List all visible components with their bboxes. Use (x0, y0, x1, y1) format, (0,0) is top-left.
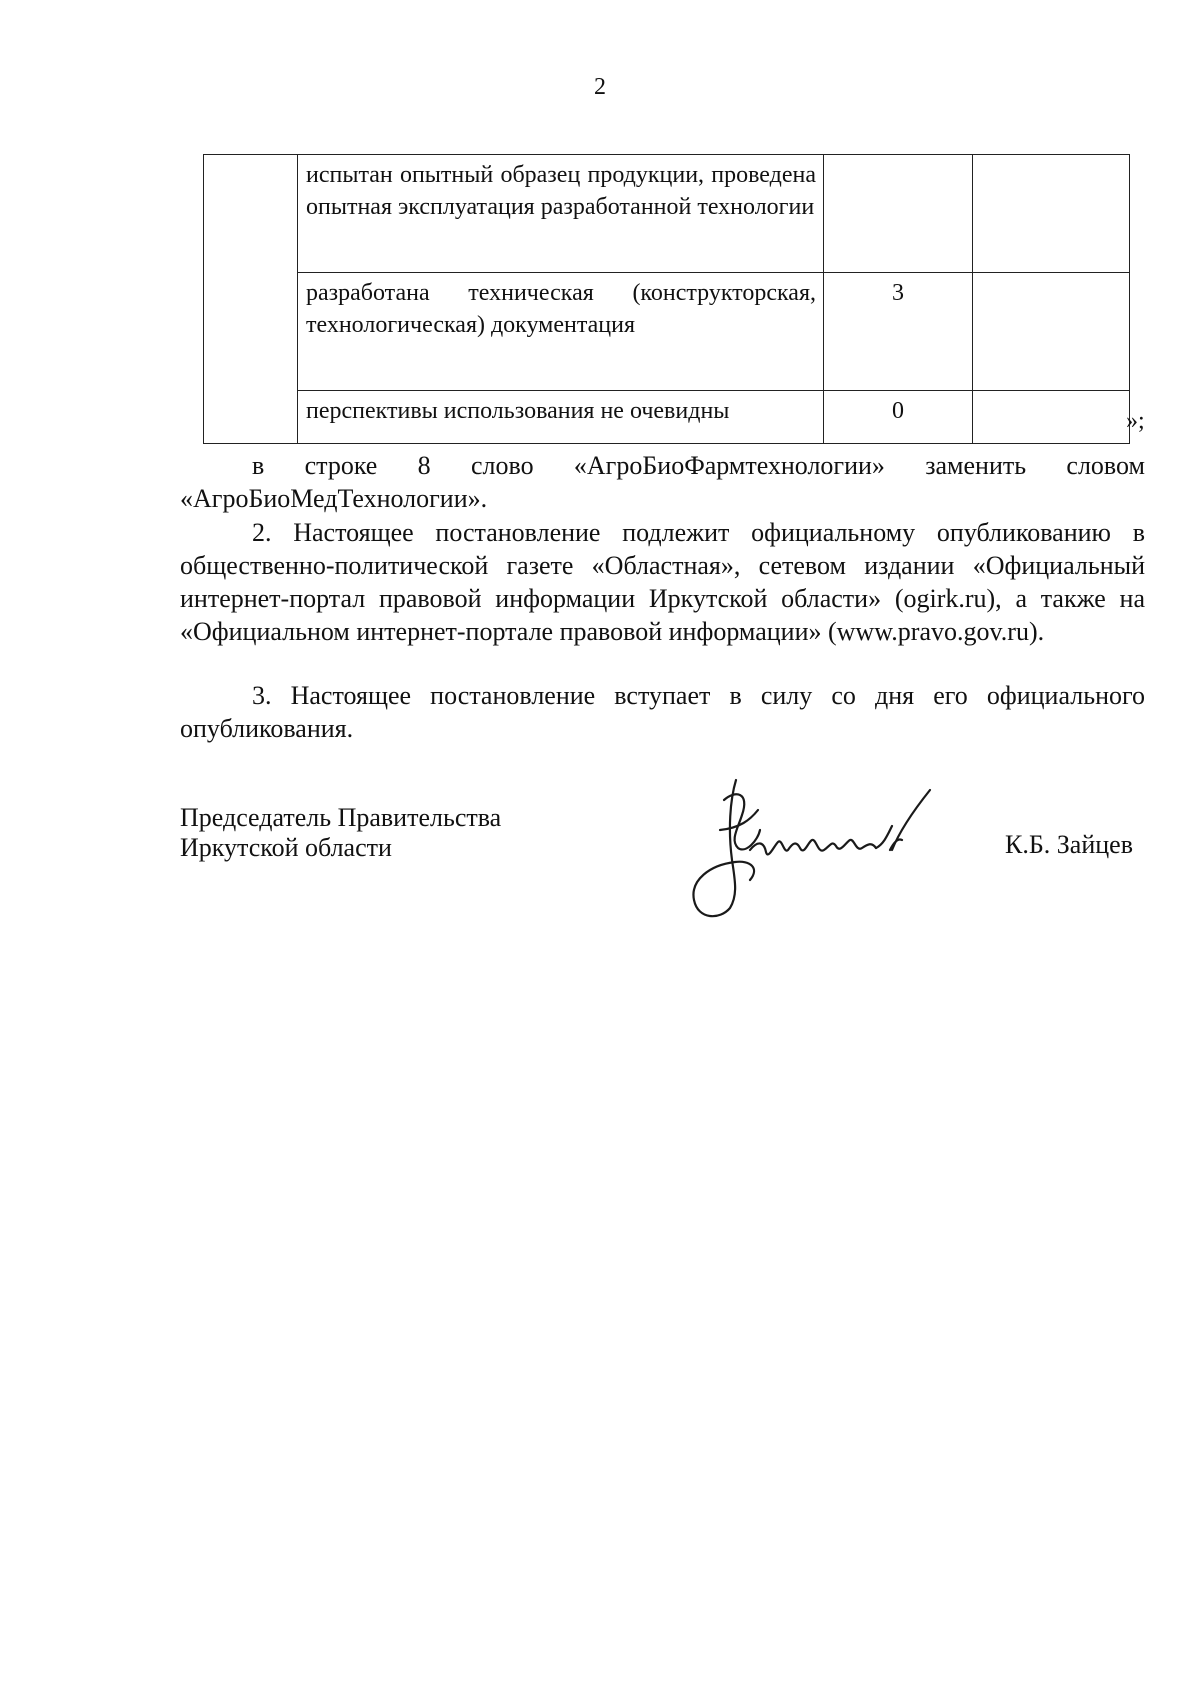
row-description: испытан опытный образец продукции, проведена опытная эксплуатация разработанной технологии (306, 162, 816, 220)
publication-text: 2. Настоящее постановление подлежит официальному опубликованию в общественно-политической газете «Областная», сетевом издании «Официальный интернет-портал правовой информации Иркутской области» (ogirk.ru), а также на «Официальном интернет-портале правовой информации» (www.pravo.gov.ru). (180, 518, 1145, 646)
description-cell (298, 273, 824, 391)
row-description: перспективы использования не очевидны (306, 398, 730, 424)
table-row (204, 155, 1130, 273)
table-row (204, 273, 1130, 391)
extra-cell (973, 155, 1130, 273)
handwritten-signature (680, 770, 960, 930)
row-points: 3 (892, 280, 904, 306)
criterion-name-cell (204, 155, 298, 444)
line8-replacement-text: в строке 8 слово «АгроБиоФармтехнологии» заменить словом «АгроБиоМедТехнологии». (180, 451, 1145, 513)
points-cell (824, 391, 973, 444)
criteria-table (203, 154, 1130, 444)
points-cell (824, 273, 973, 391)
amendment-paragraph (180, 449, 1145, 515)
row-points: 0 (892, 398, 904, 424)
signatory-title (180, 803, 501, 863)
table-row (204, 391, 1130, 444)
description-cell (298, 155, 824, 273)
table-closing-mark: »; (1126, 408, 1145, 434)
row-description: разработана техническая (конструкторская, технологическая) документация (306, 280, 816, 338)
effective-text: 3. Настоящее постановление вступает в силу со дня его официального опубликования. (180, 681, 1145, 743)
extra-cell (973, 273, 1130, 391)
signatory-title-line: Иркутской области (180, 833, 392, 862)
row-points (824, 155, 972, 159)
page-number: 2 (594, 74, 606, 100)
effective-paragraph (180, 679, 1145, 745)
description-cell (298, 391, 824, 444)
signatory-name: К.Б. Зайцев (1005, 830, 1133, 859)
extra-cell (973, 391, 1130, 444)
signatory-title-line: Председатель Правительства (180, 803, 502, 832)
publication-paragraph (180, 516, 1145, 648)
points-cell (824, 155, 973, 273)
